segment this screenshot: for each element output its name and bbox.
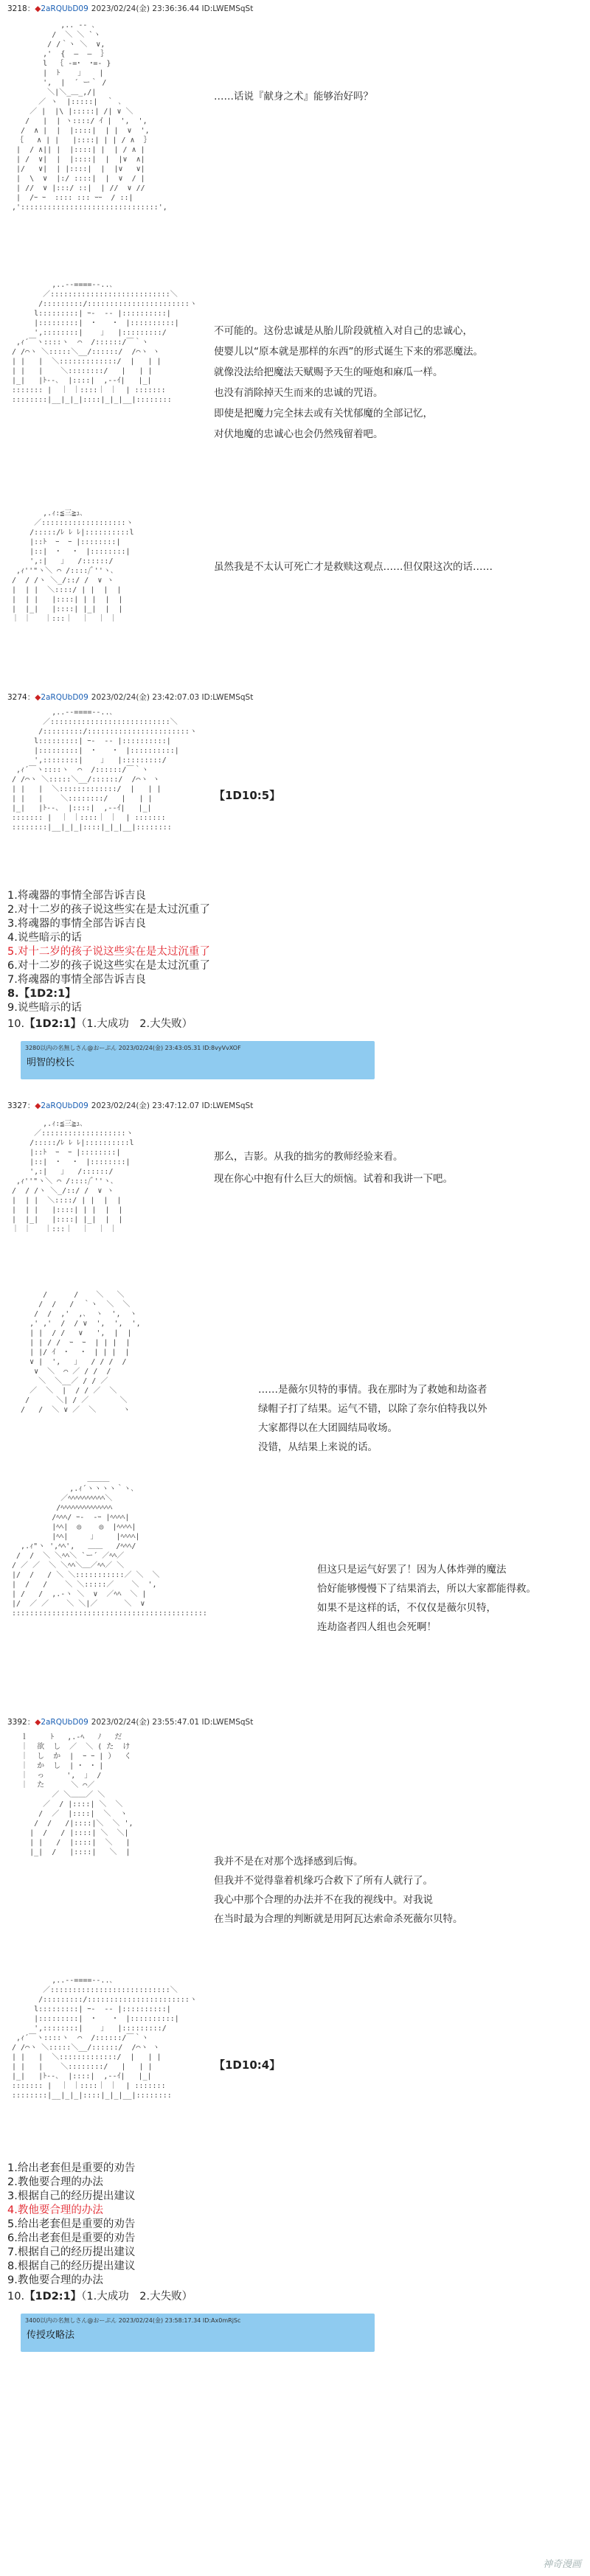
post-header: 3218：◆2aRQUbD09 2023/02/24(金) 23:36:36.44 ID:LWEMSqSt [7, 4, 254, 13]
post-number: 3218 [7, 4, 27, 13]
choice-option: 2.教他要合理的办法 [7, 2176, 103, 2188]
ascii-art-figure: ,..-‐====‐-..､ ／:::::::::::::::::::::::::::＼ /:::::::::/:::::::::::::::::::::::ヽ l:::::::::| ｰ- -‐ |::::::::::| |:::::::::| ･ ･ |::::::::::| ',::::::::| ｣ |:::::::::/ ,ｨ´￣ヽ::::ヽ ⌒ /::::::/￣｀ヽ / /⌒ヽ ＼:::::＼__/::::::/ /⌒ヽ ヽ | | | ＼:::::::::::::/ | | | | | | ＼::::::::/ | | | |_| |ﾄ--､ |::::| ,--ｲ| |_| ::::::: | ｜ ｜::::｜ ｜ | ::::::: ::::::::|__|_|_|::::|_|_|__|:::::::: [12, 1977, 197, 2100]
dialogue-line: 大家都得以在大团圆结局收场。 [258, 1422, 398, 1434]
dice-result: 10.【1D2:1】（1.大成功 2.大失败） [7, 1018, 193, 1030]
reply-text: 传授攻略法 [27, 2330, 75, 2341]
choice-option-selected: 4.教他要合理的办法 [7, 2204, 103, 2216]
choice-option: 5.给出老套但是重要的劝告 [7, 2218, 136, 2230]
choice-option: 3.根据自己的经历提出建议 [7, 2190, 136, 2202]
trip-mark: ◆ [35, 1101, 41, 1110]
reply-box[interactable] [21, 1041, 375, 1079]
post-number: 3392 [7, 1718, 27, 1727]
dialogue-line: ……是薇尔贝特的事情。我在那时为了救她和劫盗者 [258, 1384, 487, 1396]
dialogue-line: 不可能的。这份忠诚是从胎儿阶段就植入对自己的忠诚心， [214, 325, 473, 337]
choice-option: 2.对十二岁的孩子说这些实在是太过沉重了 [7, 904, 210, 916]
ascii-art-figure: ,.ｨ:≦三≧ｭ､ ／:::::::::::::::::::ヽ /:::::/ﾚ ﾚ ﾚ|::::::::::l |::ﾄ ｰ ｰ |::::::::| |::| ･ ･ |::::::::| ',:| ｣ /::::::/ ,ｨ''"ヽ＼ ⌒ /::::/ﾞ''ヽ､ / / /ヽ ＼_/::/ / ∨ ヽ | | | ＼::::/ | | | | | | | |::::| | | | | | |_| |::::| |_| | | ｜ ｜ ｜:::｜ ｜ ｜ ｜ [12, 1120, 134, 1233]
dialogue-line: 也没有消除掉天生而来的忠诚的咒语。 [214, 387, 384, 399]
poster-name[interactable]: 2aRQUbD09 [41, 1101, 88, 1110]
ascii-art-figure: ｌ ﾄ ,.‐ﾍ ﾉ だ ｜ 欲 し ／ ＼ ( た け ｜ し か | ｰ ｰ | ） く ｜ か し | ･ ･ | ｜ っ ', ｣ / ｜ た ＼ ⌒／ ／ ＼＿＿／ ＼ ／ / |::::| ＼ ＼ / ／ |::::| ＼ ヽ / / /|::::|＼ ＼ ', | / / |::::| ＼ ＼| | | / |::::| ＼ | |_| / |::::| ＼ | [21, 1733, 133, 1856]
post-header: 3327：◆2aRQUbD09 2023/02/24(金) 23:47:12.07 ID:LWEMSqSt [7, 1101, 254, 1110]
reply-meta: 3400以内の名無しさん@おーぷん 2023/02/24(金) 23:58:17.34 ID:Ax0mRjSc [25, 2317, 241, 2324]
dialogue-line: 我心中那个合理的办法并不在我的视线中。对我说 [214, 1894, 433, 1906]
dialogue-line: 现在你心中抱有什么巨大的烦恼。试着和我讲一下吧。 [214, 1173, 453, 1185]
post-meta: 2023/02/24(金) 23:42:07.03 ID:LWEMSqSt [91, 693, 254, 702]
poster-name[interactable]: 2aRQUbD09 [41, 4, 88, 13]
reply-text: 明智的校长 [27, 1057, 75, 1068]
reply-box[interactable] [21, 2314, 375, 2352]
post-number: 3274 [7, 693, 27, 702]
post-header: 3392：◆2aRQUbD09 2023/02/24(金) 23:55:47.01 ID:LWEMSqSt [7, 1718, 254, 1727]
choice-option-selected: 5.对十二岁的孩子说这些实在是太过沉重了 [7, 946, 210, 958]
poster-name[interactable]: 2aRQUbD09 [41, 1718, 88, 1727]
reply-meta: 3280以内の名無しさん@おーぷん 2023/02/24(金) 23:43:05.31 ID:8vyVvXOF [25, 1045, 241, 1051]
dialogue-line: 绿帽子打了结果。运气不错，以除了奈尔伯特我以外 [258, 1403, 487, 1415]
choice-option: 1.给出老套但是重要的劝告 [7, 2162, 136, 2174]
ascii-art-figure: ,..-‐====‐-..､ ／:::::::::::::::::::::::::::＼ /:::::::::/:::::::::::::::::::::::ヽ l:::::::::| ｰ- -‐ |::::::::::| |:::::::::| ･ ･ |::::::::::| ',::::::::| ｣ |:::::::::/ ,ｨ´￣ヽ::::ヽ ⌒ /::::::/￣｀ヽ / /⌒ヽ ＼:::::＼__/::::::/ /⌒ヽ ヽ | | | ＼:::::::::::::/ | | | | | | ＼::::::::/ | | | |_| |ﾄ--､ |::::| ,--ｲ| |_| ::::::: | ｜ ｜::::｜ ｜ | ::::::: ::::::::|__|_|_|::::|_|_|__|:::::::: [12, 709, 197, 832]
post-number: 3327 [7, 1101, 27, 1110]
dialogue-line: 连劫盗者四人组也会死啊！ [317, 1621, 437, 1633]
choice-option: 6.给出老套但是重要的劝告 [7, 2232, 136, 2244]
post-meta: 2023/02/24(金) 23:47:12.07 ID:LWEMSqSt [91, 1101, 254, 1110]
dialogue-line: 那么，吉影。从我的拙劣的教师经验来看。 [214, 1151, 403, 1163]
dialogue-line: 就像没法给把魔法天赋赐予天生的哑炮和麻瓜一样。 [214, 366, 443, 378]
trip-mark: ◆ [35, 693, 41, 702]
poster-name[interactable]: 2aRQUbD09 [41, 693, 88, 702]
choice-option: 8.【1D2:1】 [7, 988, 76, 1000]
dialogue-line: ……话说『献身之术』能够治好吗？ [214, 91, 373, 102]
dialogue-line: 如果不是这样的话，不仅仅是薇尔贝特， [317, 1602, 496, 1614]
dialogue-line: 但我并不觉得靠着机缘巧合救下了所有人就行了。 [214, 1875, 433, 1887]
dialogue-line: 但这只是运气好罢了！因为人体炸弹的魔法 [317, 1564, 507, 1576]
ascii-art-figure: ,.ｨ:≦三≧ｭ､ ／:::::::::::::::::::ヽ /:::::/ﾚ ﾚ ﾚ|::::::::::l |::ﾄ ｰ ｰ |::::::::| |::| ･ ･ |::::::::| ',:| ｣ /::::::/ ,ｨ''"ヽ＼ ⌒ /::::/ﾞ''ヽ､ / / /ヽ ＼_/::/ / ∨ ヽ | | | ＼::::/ | | | | | | | |::::| | | | | | |_| |::::| |_| | | ｜ ｜ ｜:::｜ ｜ ｜ ｜ [12, 509, 134, 623]
dice-result: 10.【1D2:1】（1.大成功 2.大失败） [7, 2291, 193, 2302]
dice-roll-label: 【1D10:5】 [214, 789, 281, 802]
choice-option: 9.说些暗示的话 [7, 1002, 82, 1014]
ascii-art-figure: / / ＼ ＼ / / / ｀ヽ ＼ ＼ / / ,' ,､ ヽ ', ヽ ,' ,' / / ∨ ', ', ', | | / / ∨ ', | | | | / / ｰ ｰ | | | | | |/ ｲ ･ ･ | | | | ∨ | ', ｣ / / / / ∨ ＼ ⌒ ／ / / / ＼ ＼__／ / / ／ ／ ＼ | / / ／ ＼ / ＼| / ／ ＼ / / ＼ ∨ ／ ＼ ヽ [21, 1291, 141, 1414]
choice-option: 8.根据自己的经历提出建议 [7, 2260, 136, 2272]
dialogue-line: 在当时最为合理的判断就是用阿瓦达索命杀死薇尔贝特。 [214, 1913, 463, 1925]
dialogue-line: 恰好能够慢慢下了结果消去，所以大家都能得救。 [317, 1583, 536, 1595]
ascii-art-figure: ＿＿＿ ,.ｨ´ヽヽヽヽ｀ヽ､ ／ﾍﾍﾍﾍﾍﾍﾍﾍﾍﾍ＼ /ﾍﾍﾍﾍﾍﾍﾍﾍﾍﾍﾍﾍﾍﾍ /ﾍﾍﾍ/ ｰ‐ ‐ｰ |ﾍﾍﾍﾍ| |ﾍﾍ| ◎ ◎ |ﾍﾍﾍﾍ| |ﾍﾍ| ｣ |ﾍﾍﾍﾍ| ,.ｨ"ヽ ',ﾍﾍ', ＿＿ /ﾍﾍﾍ/ / / ＼ ＼ﾍﾍ＼ `ー´ ／ﾍﾍ／ / ／ ／ ＼ ＼ﾍﾍ＼＿／ﾍﾍ／ ＼ |/ / / ＼ ＼:::::::::::／ ＼ ＼ | / / ＼ ＼:::::／ ＼ ', | / / ,.‐ヽ ＼ ∨ ／ﾍﾍ ＼ | |/ ／ ／ ＼ ＼|／ ＼ ∨ :::::::::::::::::::::::::::::::::::::::::::: [12, 1475, 207, 1618]
dialogue-line: 使婴儿以“原本就是那样的东西”的形式诞生下来的邪恶魔法。 [214, 346, 483, 358]
dialogue-line: 我并不是在对那个选择感到后悔。 [214, 1856, 364, 1867]
choice-option: 1.将魂器的事情全部告诉吉良 [7, 890, 146, 902]
trip-mark: ◆ [35, 4, 41, 13]
choice-option: 7.根据自己的经历提出建议 [7, 2246, 136, 2258]
ascii-art-figure: ,.. ‐- ､ / ＼ ＼ `ヽ / /｀ヽ ＼ ∨, ,' { ― ― ｝ l ｛ ‐=･ ･=‐ } | ﾄ ｣ | ', | ´ ー｀ / ＼|＼_＿_,/| ／ ヽ |:::::| ｀ ､ ／ | |\ |:::::| /| ∨ ＼ / | | ヽ::::/ ｲ | ', ', / ∧ | | |::::| | | ∨ ', ｛ ∧ | | |::::| | | / ∧ ｝ | / ∧|| | |::::| | | / ∧ | | / ∨| | |::::| | |∨ ∧| |/ ∨| | |::::| | |∨ ∨| | \ ∨ |:/ ::::| | ∨ / | | // ∨ |:::/ ::| | // ∨ // | /ｰ ｰ :::: ::: ｰｰ / ::| ,':::::::::::::::::::::::::::::::', [12, 21, 167, 212]
dice-roll-label: 【1D10:4】 [214, 2058, 281, 2072]
dice-result-value: 【1D2:1】 [24, 1018, 82, 1030]
post-meta: 2023/02/24(金) 23:55:47.01 ID:LWEMSqSt [91, 1718, 254, 1727]
choice-option: 6.对十二岁的孩子说这些实在是太过沉重了 [7, 960, 210, 972]
dialogue-line: 虽然我是不太认可死亡才是救赎这观点……但仅限这次的话…… [214, 561, 493, 573]
post-header: 3274：◆2aRQUbD09 2023/02/24(金) 23:42:07.03 ID:LWEMSqSt [7, 693, 254, 702]
dice-result-value: 【1D2:1】 [24, 2291, 82, 2302]
post-meta: 2023/02/24(金) 23:36:36.44 ID:LWEMSqSt [91, 4, 254, 13]
trip-mark: ◆ [35, 1718, 41, 1727]
dialogue-line: 即使是把魔力完全抹去或有关忧郁魔的全部记忆， [214, 408, 433, 420]
dialogue-line: 没错，从结果上来说的话。 [258, 1441, 378, 1453]
site-watermark: 神奇漫画 [542, 2559, 581, 2570]
choice-option: 4.说些暗示的话 [7, 932, 82, 944]
choice-option: 9.教他要合理的办法 [7, 2274, 103, 2286]
choice-option: 3.将魂器的事情全部告诉吉良 [7, 918, 146, 930]
ascii-art-figure: ,..-‐====‐-..､ ／:::::::::::::::::::::::::::＼ /:::::::::/:::::::::::::::::::::::ヽ l:::::::::| ｰ- -‐ |::::::::::| |:::::::::| ･ ･ |::::::::::| ',::::::::| ｣ |:::::::::/ ,ｨ´￣ヽ::::ヽ ⌒ /::::::/￣｀ヽ / /⌒ヽ ＼:::::＼__/::::::/ /⌒ヽ ヽ | | | ＼:::::::::::::/ | | | | | | ＼::::::::/ | | | |_| |ﾄ--､ |::::| ,--ｲ| |_| ::::::: | ｜ ｜::::｜ ｜ | ::::::: ::::::::|__|_|_|::::|_|_|__|:::::::: [12, 281, 197, 404]
dialogue-line: 对伏地魔的忠诚心也会仍然残留着吧。 [214, 428, 384, 440]
choice-option: 7.将魂器的事情全部告诉吉良 [7, 974, 146, 986]
